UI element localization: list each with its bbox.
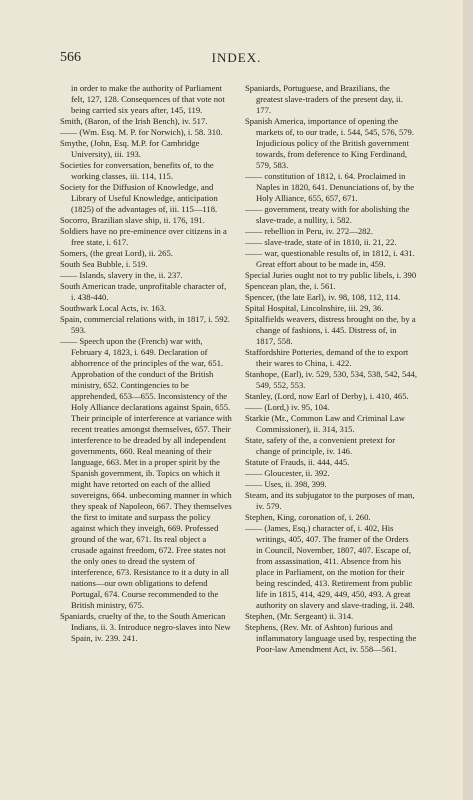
right-column (245, 83, 417, 655)
index-entry: Stanhope, (Earl), iv. 529, 530, 534, 538, 542, 544, 549, 552, 553. (245, 369, 418, 390)
left-column (60, 83, 232, 644)
index-entry: —— Gloucester, ii. 392. (245, 468, 330, 478)
index-entry: South Sea Bubble, i. 519. (60, 259, 148, 269)
index-entry: —— (Lord,) iv. 95, 104. (245, 402, 330, 412)
index-entry: —— constitution of 1812, i. 64. Proclaimed in Naples in 1820, 641. Denunciations of, by the Holy Alliance, 655, 657, 671. (245, 171, 415, 203)
index-entry: Socorro, Brazilian slave ship, ii. 176, 191. (60, 215, 205, 225)
index-entry: —— war, questionable results of, in 1812, i. 431. Great effort about to be made in, 459. (245, 248, 415, 269)
index-entry: Societies for conversation, benefits of, to the working classes, iii. 114, 115. (60, 160, 214, 181)
index-entry: Spencer, (the late Earl), iv. 98, 108, 112, 114. (245, 292, 401, 302)
page-number: 566 (60, 50, 81, 65)
index-entry: Smith, (Baron, of the Irish Bench), iv. 517. (60, 116, 208, 126)
index-entry: Spain, commercial relations with, in 1817, i. 592. 593. (60, 314, 230, 335)
index-entry: —— government, treaty with for abolishing the slave-trade, a nullity, i. 582. (245, 204, 410, 225)
index-entry: Society for the Diffusion of Knowledge, and Library of Useful Knowledge, anticipation (1825) of the advantages of, iii. 115—118. (60, 182, 218, 214)
index-entry: Stephens, (Rev. Mr. of Ashton) furious and inflammatory language used by, respecting the Poor-law Amendment Act, iv. 558—561. (245, 622, 417, 654)
index-entry: —— rebellion in Peru, iv. 272—282. (245, 226, 373, 236)
page-header (60, 50, 413, 70)
index-entry: —— (James, Esq.) character of, i. 402, His writings, 405, 407. The framer of the Orders in Council, November, 1807, 407. Escape of, from assassination, 411. Absence from his place in Parliament, on the motion for their being rescinded, 413. Retirement from public life in 1815, 414, 429, 449, 450, 493. A great authority on slavery and slave-trading, ii. 248. (245, 523, 415, 610)
page-title: INDEX. (211, 50, 262, 65)
index-entry: Steam, and its subjugator to the purposes of man, iv. 579. (245, 490, 415, 511)
index-entry: State, safety of the, a convenient pretext for change of principle, iv. 146. (245, 435, 396, 456)
index-entry: Spanish America, importance of opening the markets of, to our trade, i. 544, 545, 576, 579. Injudicious policy of the British government towards, from deference to King Ferdinand, 579, 583. (245, 116, 415, 170)
index-entry: Special Juries ought not to try public libels, i. 390 (245, 270, 417, 280)
index-entry: Stephen, King, coronation of, i. 260. (245, 512, 371, 522)
index-entry: —— slave-trade, state of in 1810, ii. 21, 22. (245, 237, 397, 247)
index-entry: in order to make the authority of Parliament felt, 127, 128. Consequences of that vote not being carried six years after, 145, 119. (71, 83, 225, 115)
index-entry: Spaniards, Portuguese, and Brazilians, the greatest slave-traders of the present day, ii. 177. (245, 83, 403, 115)
index-entry: —— Islands, slavery in the, ii. 237. (60, 270, 183, 280)
index-entry: Stephen, (Mr. Sergeant) ii. 314. (245, 611, 354, 621)
index-entry: South American trade, unprofitable character of, i. 438-440. (60, 281, 227, 302)
index-entry: —— Speech upon the (French) war with, February 4, 1823, i. 649. Declaration of abhorrence of the principles of the war, 651. Approbation of the conduct of the British ministry, 652. Contingencies to be apprehended, 653—655. Inconsistency of the Holy Alliance declarations against Spain, 655. Their principle of interference at variance with recent treaties amongst themselves, 657. Their interference to be dreaded by all independent governments, 660. Real meaning of their language, 663. Met in a proper spirit by the Spanish government, ib. Topics on which it might have retorted on each of the allied sovereigns, 664. unbecoming manner in which they speak of Napoleon, 667. They themselves the first to imitate and surpass the policy against which they inveigh, 669. Professed ground of the war, 671. Its real object a crusade against freedom, 672. Free states not the only ones to dread the system of interference, 673. Resistance to it a duty in all nations—our own obligations to defend Portugal, 674. Course recommended to the British ministry, 675. (60, 336, 232, 610)
page-edge (463, 0, 473, 800)
index-entry: Stanley, (Lord, now Earl of Derby), i. 410, 465. (245, 391, 409, 401)
index-entry: Starkie (Mr., Common Law and Criminal Law Commissioner), ii. 314, 315. (245, 413, 405, 434)
index-entry: —— Uses, ii. 398, 399. (245, 479, 327, 489)
index-entry: Spitalfields weavers, distress brought on the, by a change of fashions, i. 445. Distress of, in 1817, 558. (245, 314, 416, 346)
index-entry: Staffordshire Potteries, demand of the to export their wares to China, i. 422. (245, 347, 409, 368)
index-entry: Spital Hospital, Lincolnshire, iii. 29, 36. (245, 303, 384, 313)
index-entry: Spaniards, cruelty of the, to the South American Indians, ii. 3. Introduce negro-slaves into New Spain, iv. 239. 241. (60, 611, 231, 643)
index-entry: Somers, (the great Lord), ii. 265. (60, 248, 173, 258)
index-entry: Soldiers have no pre-eminence over citizens in a free state, i. 617. (60, 226, 227, 247)
index-entry: Southwark Local Acts, iv. 163. (60, 303, 167, 313)
index-entry: Spencean plan, the, i. 561. (245, 281, 336, 291)
index-entry: Statute of Frauds, ii. 444, 445. (245, 457, 350, 467)
index-entry: —— (Wm. Esq. M. P. for Norwich), i. 58. 310. (60, 127, 223, 137)
index-entry: Smythe, (John, Esq. M.P. for Cambridge University), iii. 193. (60, 138, 200, 159)
